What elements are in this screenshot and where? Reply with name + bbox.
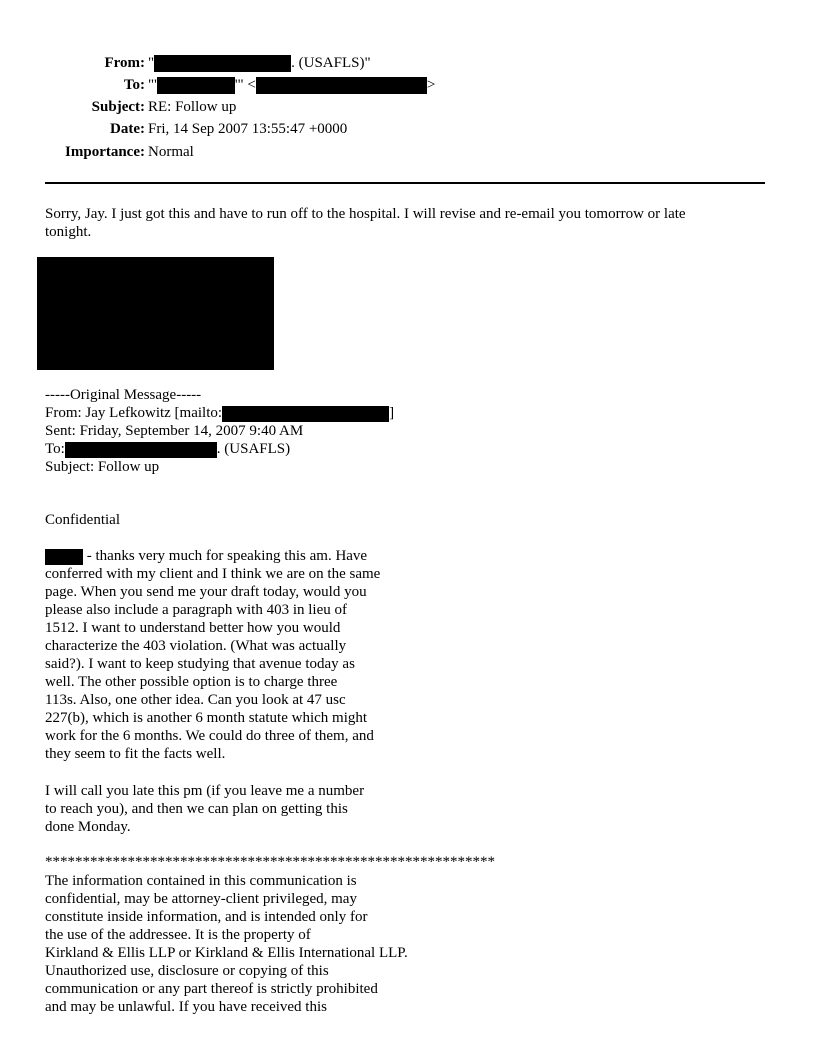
original-separator: -----Original Message----- <box>45 387 202 403</box>
redaction <box>154 55 291 72</box>
disclaimer-line: communication or any part thereof is strictly prohibited <box>45 981 378 997</box>
original-body <box>45 547 380 763</box>
from-label: From: <box>104 55 145 71</box>
closing-line: I will call you late this pm (if you leave me a number <box>45 783 365 799</box>
disclaimer-line: Kirkland & Ellis LLP or Kirkland & Ellis International LLP. <box>45 945 408 961</box>
redaction <box>256 77 427 94</box>
importance-label: Importance: <box>65 144 145 160</box>
date-value: Fri, 14 Sep 2007 13:55:47 +0000 <box>148 121 348 137</box>
body-line: 1512. I want to understand better how you would <box>45 620 341 636</box>
disclaimer-line: The information contained in this communication is <box>45 873 357 889</box>
body-line: characterize the 403 violation. (What was actually <box>45 638 347 654</box>
disclaimer-line: and may be unlawful. If you have received this <box>45 999 327 1015</box>
date-label: Date: <box>110 121 145 137</box>
confidential-label: Confidential <box>45 512 120 528</box>
closing-line: to reach you), and then we can plan on getting this <box>45 801 348 817</box>
redaction <box>65 442 217 458</box>
header-divider <box>45 182 765 184</box>
disclaimer-line: the use of the addressee. It is the property of <box>45 927 311 943</box>
body-line: 227(b), which is another 6 month statute which might <box>45 710 368 726</box>
to-label: To: <box>123 77 145 93</box>
reply-line: tonight. <box>45 224 92 240</box>
body-line: 113s. Also, one other idea. Can you look at 47 usc <box>45 692 346 708</box>
body-line: they seem to fit the facts well. <box>45 746 226 762</box>
disclaimer-line: constitute inside information, and is intended only for <box>45 909 368 925</box>
closing-paragraph <box>45 782 364 836</box>
reply-message <box>45 205 686 241</box>
body-line: please also include a paragraph with 403 in lieu of <box>45 602 347 618</box>
original-to: To: . (USAFLS) <box>45 441 291 457</box>
redaction <box>222 406 389 422</box>
to-value: "' '" < > <box>148 77 436 93</box>
body-line: conferred with my client and I think we are on the same <box>45 566 381 582</box>
body-line: well. The other possible option is to charge three <box>45 674 338 690</box>
redaction <box>157 77 235 94</box>
body-line: page. When you send me your draft today, would you <box>45 584 367 600</box>
subject-label: Subject: <box>91 99 145 115</box>
closing-line: done Monday. <box>45 819 131 835</box>
star-separator: ************************************************************ <box>45 854 495 870</box>
body-line: said?). I want to keep studying that avenue today as <box>45 656 355 672</box>
disclaimer-line: confidential, may be attorney-client privileged, may <box>45 891 357 907</box>
importance-value: Normal <box>148 144 194 160</box>
redacted-signature-block <box>37 257 274 370</box>
subject-value: RE: Follow up <box>148 99 237 115</box>
original-message-header <box>45 386 394 476</box>
original-sent: Sent: Friday, September 14, 2007 9:40 AM <box>45 423 304 439</box>
body-line: work for the 6 months. We could do three of them, and <box>45 728 374 744</box>
redaction <box>45 549 83 565</box>
body-line: - thanks very much for speaking this am. Have <box>45 547 380 565</box>
disclaimer <box>45 872 408 1016</box>
from-value: " . (USAFLS)" <box>148 55 371 71</box>
disclaimer-line: Unauthorized use, disclosure or copying of this <box>45 963 329 979</box>
original-from: From: Jay Lefkowitz [mailto: ] <box>45 405 395 421</box>
reply-line: Sorry, Jay. I just got this and have to run off to the hospital. I will revise and re-email you tomorrow or late <box>45 206 686 222</box>
original-subject: Subject: Follow up <box>45 459 160 475</box>
